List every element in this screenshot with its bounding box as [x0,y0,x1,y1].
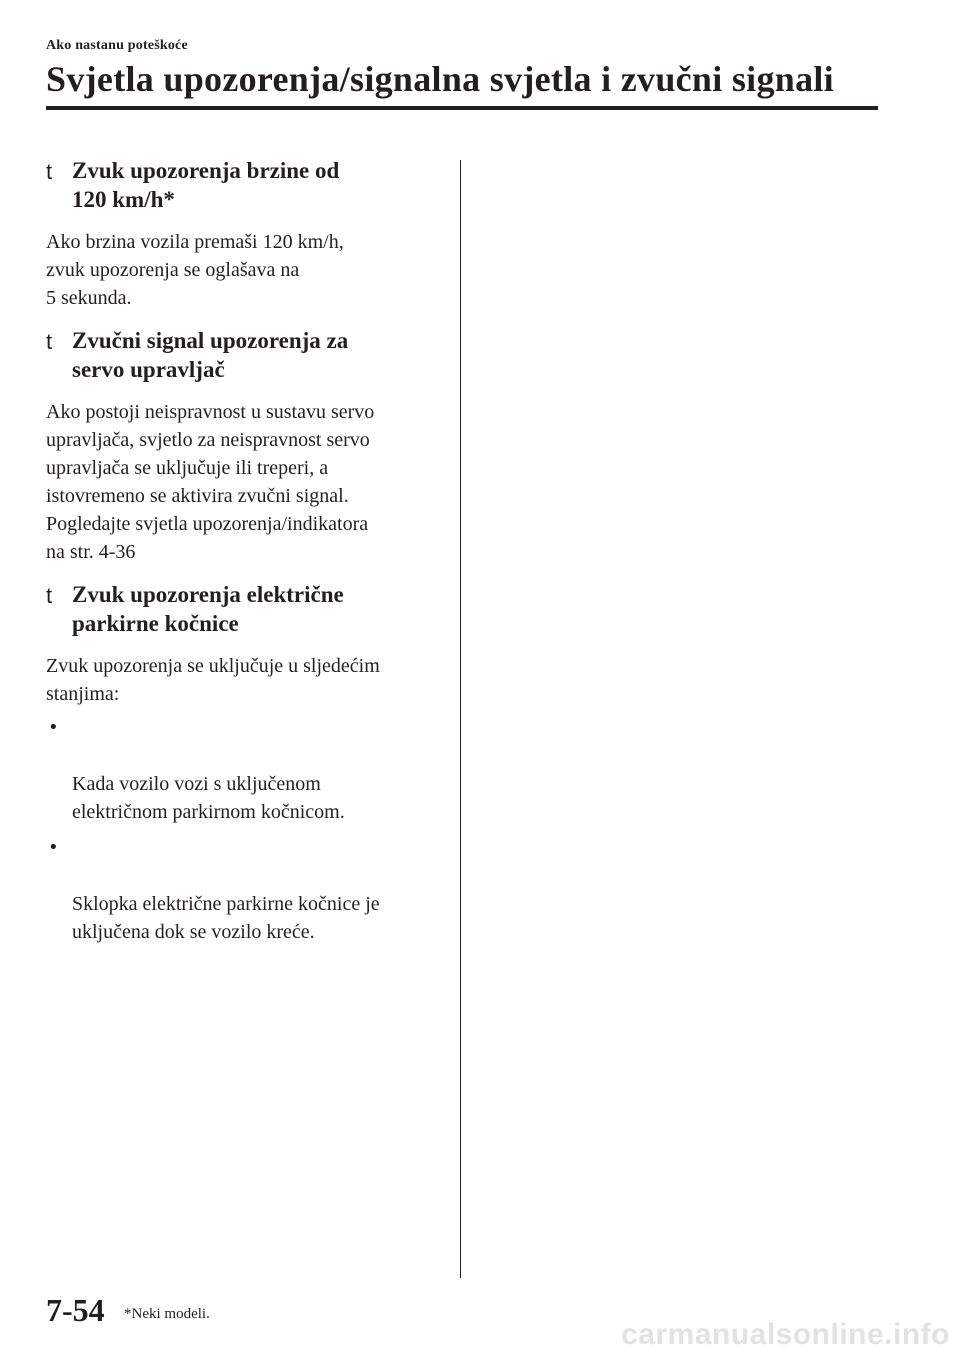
paragraph: Ako postoji neispravnost u sustavu servo upravljača, svjetlo za neispravnost servo upravljača se uključuje ili treperi, a istovremeno se aktivira zvučni signal. Pogledajte svjetla upozorenja/indikatora na str. 4-36 [46,401,375,563]
heading-text: Zvuk upozorenja brzine od 120 km/h* [72,158,340,212]
list-item [46,834,446,946]
page-title: Svjetla upozorenja/signalna svjetla i zvučni signali [46,59,834,99]
header-rule [46,106,878,110]
section-label: Ako nastanu poteškoće [46,38,188,53]
watermark-link[interactable]: carmanualsonline.info [621,1318,950,1351]
heading-marker-icon: t [46,159,53,184]
paragraph: Zvuk upozorenja se uključuje u sljedećim stanjima: [46,655,380,705]
heading-text: Zvučni signal upozorenja za servo upravljač [72,328,349,382]
heading-marker-icon: t [46,583,53,608]
heading-text: Zvuk upozorenja električne parkirne kočnice [72,582,344,636]
section-speed-warning [46,156,446,312]
section-heading [46,156,446,214]
bullet-icon: • [48,837,59,858]
bullet-icon: • [48,717,59,738]
heading-marker-icon: t [46,329,53,354]
left-column [46,156,446,960]
list-item-text: Kada vozilo vozi s uključenom električnom parkirnom kočnicom. [72,773,345,823]
list-item [46,714,446,826]
section-heading [46,580,446,638]
section-parking-brake-warning [46,580,446,946]
paragraph: Ako brzina vozila premaši 120 km/h, zvuk upozorenja se oglašava na 5 sekunda. [46,231,344,309]
footnote: *Neki modeli. [124,1306,210,1322]
section-heading [46,326,446,384]
page-number: 7-54 [46,1292,105,1328]
column-divider [460,160,461,1278]
section-steering-warning [46,326,446,566]
list-item-text: Sklopka električne parkirne kočnice je uključena dok se vozilo kreće. [72,893,380,943]
bullet-list [46,714,446,946]
